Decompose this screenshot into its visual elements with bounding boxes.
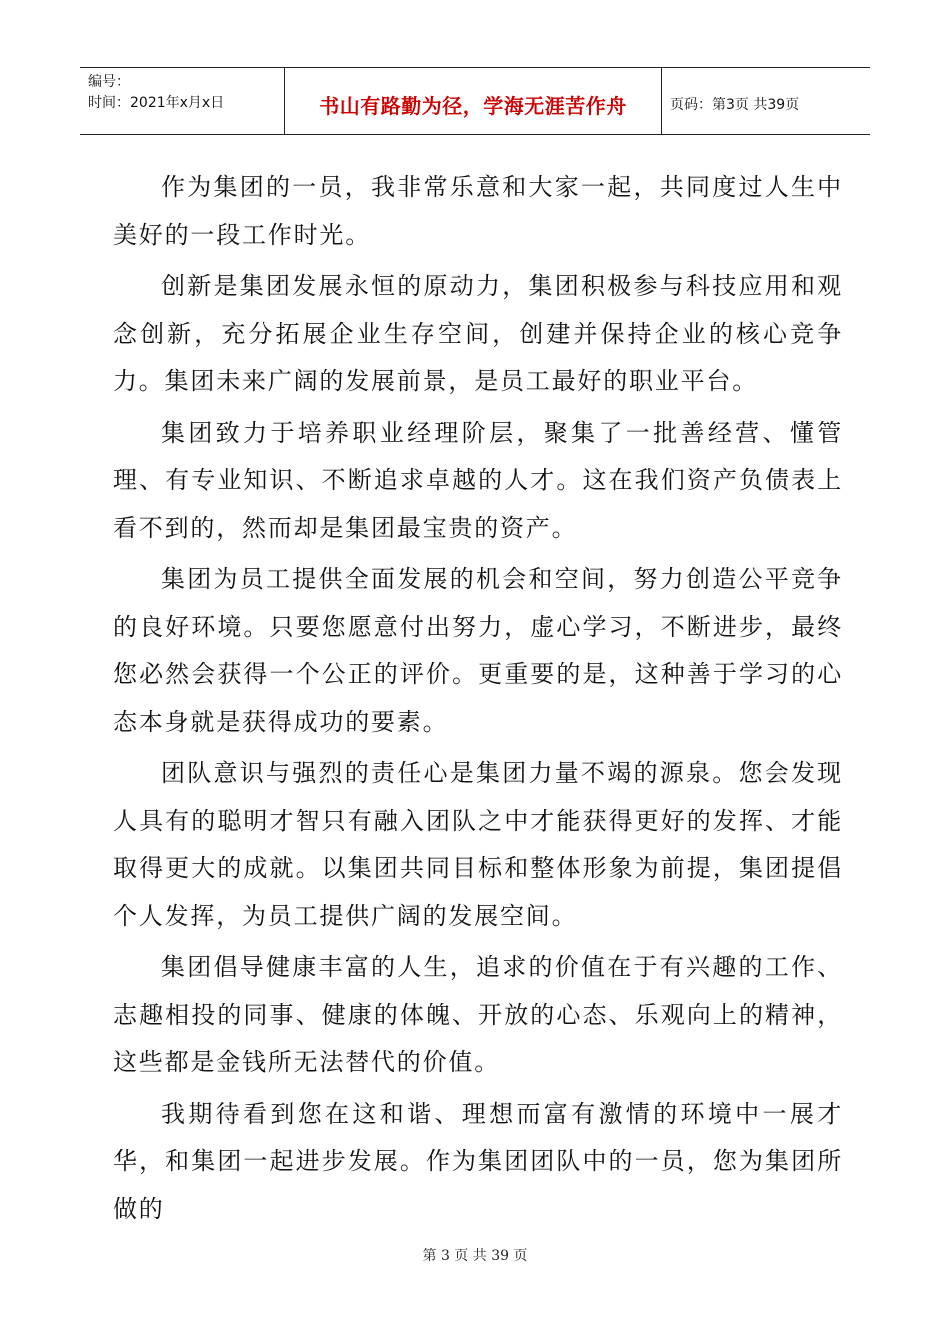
paragraph: 集团为员工提供全面发展的机会和空间，努力创造公平竞争的良好环境。只要您愿意付出努力，虚心学习，不断进步，最终您必然会获得一个公正的评价。更重要的是，这种善于学习的心态本身就是获得成功的要素。 [113,565,843,736]
document-body [113,164,843,1237]
paragraph: 作为集团的一员，我非常乐意和大家一起，共同度过人生中美好的一段工作时光。 [113,173,843,249]
header-page-info: 页码：第3页 共39页 [670,97,800,113]
code-label: 编号： [88,74,130,90]
time-label: 时间：2021年x月x日 [88,95,225,111]
header-meta-cell [80,68,285,134]
header-motto-cell [285,68,662,134]
document-header [80,67,870,135]
paragraph: 创新是集团发展永恒的原动力，集团积极参与科技应用和观念创新，充分拓展企业生存空间，创建并保持企业的核心竞争力。集团未来广阔的发展前景，是员工最好的职业平台。 [113,272,843,395]
footer-page-number: 第 3 页 共 39 页 [422,1248,528,1264]
paragraph: 集团致力于培养职业经理阶层，聚集了一批善经营、懂管理、有专业知识、不断追求卓越的人才。这在我们资产负债表上看不到的，然而却是集团最宝贵的资产。 [113,418,843,542]
paragraph: 集团倡导健康丰富的人生，追求的价值在于有兴趣的工作、志趣相投的同事、健康的体魄、开放的心态、乐观向上的精神，这些都是金钱所无法替代的价值。 [113,953,843,1076]
page-footer [0,1245,950,1265]
header-motto: 书山有路勤为径，学海无涯苦作舟 [319,93,627,118]
paragraph: 团队意识与强烈的责任心是集团力量不竭的源泉。您会发现人具有的聪明才智只有融入团队之中才能获得更好的发挥、才能取得更大的成就。以集团共同目标和整体形象为前提，集团提倡个人发挥，为员工提供广阔的发展空间。 [113,759,843,930]
header-page-cell [662,68,870,134]
paragraph: 我期待看到您在这和谐、理想而富有激情的环境中一展才华，和集团一起进步发展。作为集团团队中的一员，您为集团所做的 [113,1099,843,1223]
